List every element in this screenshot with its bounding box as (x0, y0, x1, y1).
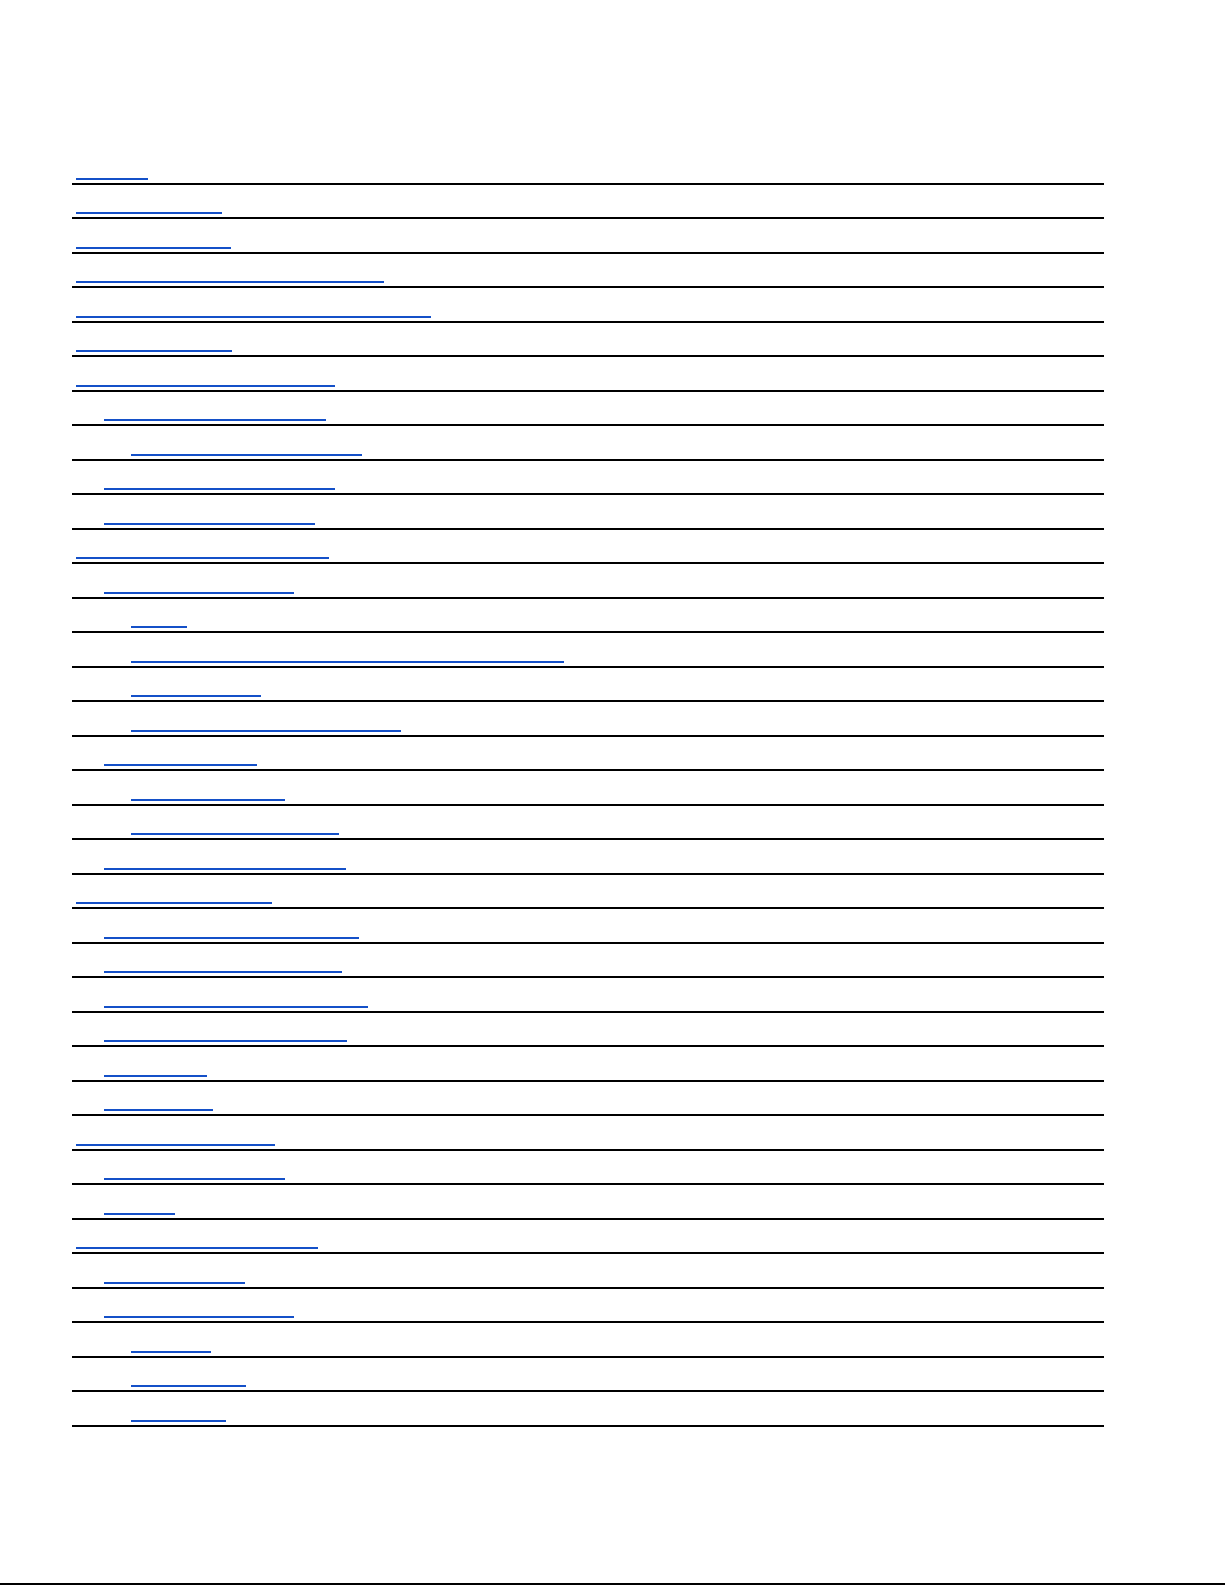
toc-row (72, 909, 1104, 944)
toc-link[interactable] (76, 178, 148, 180)
toc-row (72, 702, 1104, 737)
toc-row (72, 668, 1104, 703)
toc-row (72, 530, 1104, 565)
toc-row (72, 1323, 1104, 1358)
toc-row (72, 1392, 1104, 1427)
toc-row (72, 288, 1104, 323)
toc-link[interactable] (104, 1282, 245, 1284)
toc-row (72, 944, 1104, 979)
toc-row (72, 323, 1104, 358)
toc-link[interactable] (76, 1144, 275, 1146)
toc-link[interactable] (104, 937, 359, 939)
toc-row (72, 1151, 1104, 1186)
toc-link[interactable] (104, 523, 315, 525)
toc-row (72, 1358, 1104, 1393)
toc-row (72, 840, 1104, 875)
toc-link[interactable] (131, 799, 285, 801)
toc-row (72, 875, 1104, 910)
toc-link[interactable] (131, 833, 339, 835)
toc-link[interactable] (131, 661, 564, 663)
toc-link[interactable] (76, 212, 222, 214)
toc-link[interactable] (104, 488, 335, 490)
toc-link[interactable] (104, 868, 346, 870)
toc-row (72, 1013, 1104, 1048)
toc-link[interactable] (131, 454, 362, 456)
toc-row (72, 1254, 1104, 1289)
toc-row (72, 806, 1104, 841)
toc-row (72, 254, 1104, 289)
toc-link[interactable] (104, 1040, 347, 1042)
toc-row (72, 219, 1104, 254)
toc-link[interactable] (104, 764, 257, 766)
toc-row (72, 357, 1104, 392)
toc-link[interactable] (76, 557, 329, 559)
toc-link[interactable] (104, 1006, 368, 1008)
toc-link[interactable] (131, 1385, 246, 1387)
toc-link[interactable] (131, 730, 401, 732)
toc-row (72, 1185, 1104, 1220)
table-of-contents (72, 150, 1104, 1427)
toc-row (72, 392, 1104, 427)
toc-row (72, 1220, 1104, 1255)
toc-link[interactable] (76, 1247, 318, 1249)
toc-link[interactable] (104, 1178, 285, 1180)
toc-row (72, 185, 1104, 220)
toc-row (72, 1289, 1104, 1324)
toc-link[interactable] (104, 1316, 294, 1318)
toc-link[interactable] (131, 1420, 226, 1422)
toc-link[interactable] (104, 419, 326, 421)
toc-link[interactable] (131, 695, 261, 697)
toc-link[interactable] (76, 281, 384, 283)
toc-row (72, 737, 1104, 772)
toc-row (72, 599, 1104, 634)
toc-row (72, 564, 1104, 599)
toc-link[interactable] (104, 1213, 175, 1215)
toc-row (72, 1082, 1104, 1117)
toc-row (72, 978, 1104, 1013)
toc-row (72, 1116, 1104, 1151)
toc-link[interactable] (131, 1351, 211, 1353)
toc-row (72, 461, 1104, 496)
toc-link[interactable] (76, 350, 232, 352)
toc-link[interactable] (104, 1109, 213, 1111)
toc-link[interactable] (104, 1075, 207, 1077)
toc-link[interactable] (76, 247, 231, 249)
toc-link[interactable] (104, 971, 342, 973)
toc-row (72, 633, 1104, 668)
toc-row (72, 771, 1104, 806)
toc-link[interactable] (104, 592, 294, 594)
toc-link[interactable] (76, 902, 272, 904)
toc-row (72, 1047, 1104, 1082)
toc-row (72, 495, 1104, 530)
toc-link[interactable] (131, 626, 187, 628)
toc-row (72, 426, 1104, 461)
toc-link[interactable] (76, 316, 431, 318)
toc-row (72, 150, 1104, 185)
toc-link[interactable] (76, 385, 335, 387)
